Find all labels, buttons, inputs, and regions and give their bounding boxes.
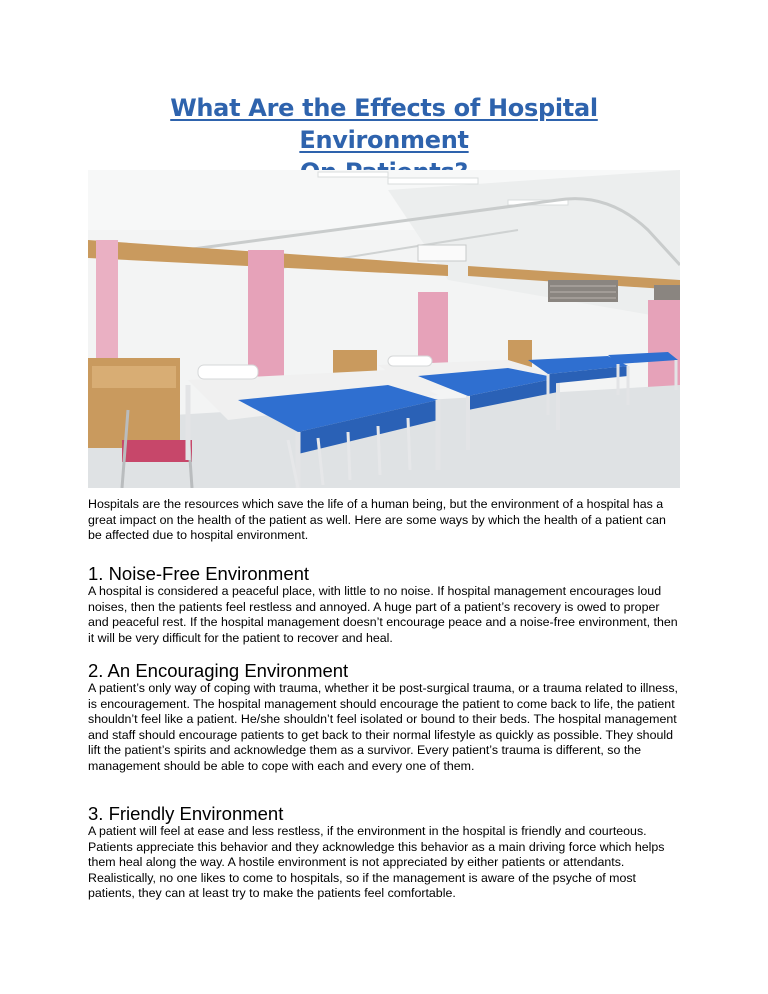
- section-3-heading: 3. Friendly Environment: [88, 803, 284, 824]
- section-3-body: A patient will feel at ease and less restless, if the environment in the hospital is friendly and courteous. Patients appreciate this behavior and they acknowledge this behavior as a main driving force which helps them heal along the way. A hostile environment is not appreciated by either patients or attendants. Realistically, no one likes to come to hospitals, so if the management is aware of the psyche of most patients, they can at least try to make the patients feel comfortable.: [88, 824, 665, 901]
- section-1-body: A hospital is considered a peaceful place, with little to no noise. If hospital management encourages loud noises, then the patients feel restless and annoyed. A huge part of a patient’s recovery is owed to proper and peaceful rest. If the hospital management doesn’t encourage peace and a noise-free environment, then it will be very difficult for the patient to recover and heal.: [88, 584, 678, 645]
- section-2-heading: 2. An Encouraging Environment: [88, 660, 349, 681]
- hospital-ward-photo: [88, 170, 680, 488]
- title-line-1: What Are the Effects of Hospital Environment: [170, 94, 598, 154]
- section-1-heading: 1. Noise-Free Environment: [88, 563, 310, 584]
- intro-paragraph: Hospitals are the resources which save the life of a human being, but the environment of a hospital has a great impact on the health of the patient as well. Here are some ways by which the health of a patient can be affected due to hospital environment.: [88, 497, 666, 543]
- section-2-body: A patient’s only way of coping with trauma, whether it be post-surgical trauma, or a trauma related to illness, is encouragement. The hospital management should encourage the patient to come back to life, the patient shouldn’t feel like a patient. He/she shouldn’t feel isolated or bound to their beds. The hospital management and staff should encourage patients to get back to their normal lifestyle as quickly as possible. They should lift the patient’s spirits and acknowledge them as a survivor. Every patient’s trauma is different, so the management should be able to cope with each and every one of them.: [88, 681, 678, 773]
